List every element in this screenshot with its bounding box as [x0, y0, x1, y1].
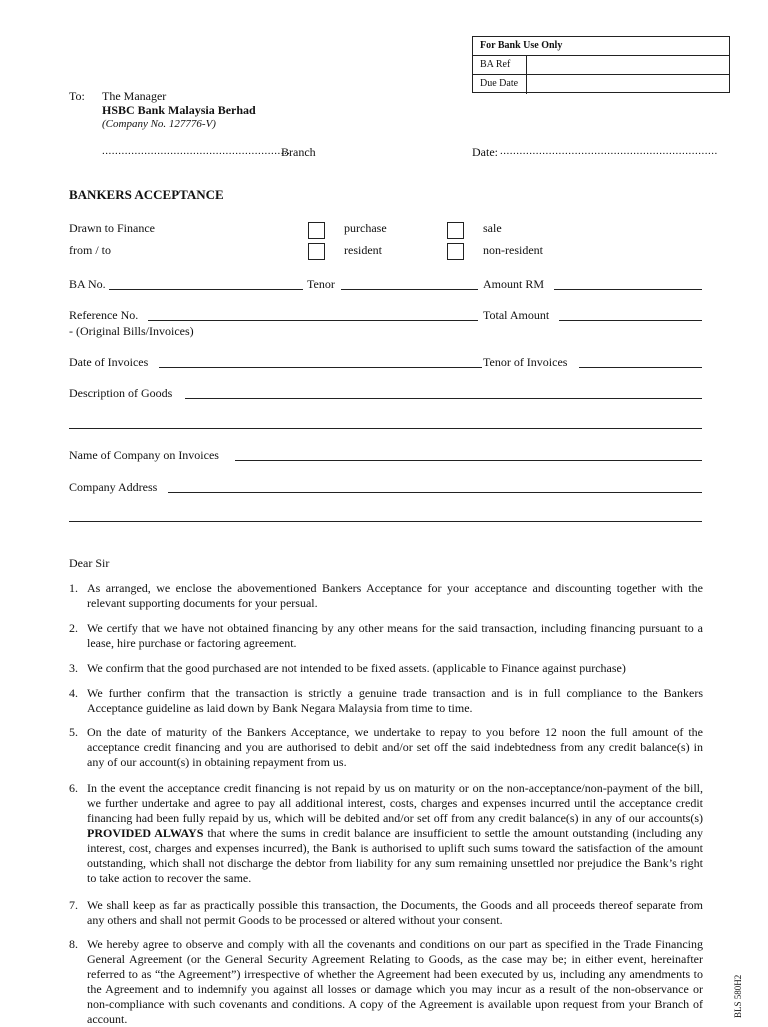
company-address-field[interactable] [168, 492, 702, 493]
clause-2 [69, 621, 703, 651]
from-to-label: from / to [69, 243, 111, 257]
non-resident-label: non-resident [483, 243, 543, 257]
sale-checkbox[interactable] [447, 222, 464, 239]
date-field[interactable]: ................................................................... [500, 145, 718, 157]
manager-label: The Manager [102, 89, 167, 103]
tenor-label: Tenor [307, 277, 335, 291]
clause-7 [69, 898, 703, 928]
clause-3-number: 3. [69, 661, 78, 675]
tenor-field[interactable] [341, 289, 478, 290]
resident-checkbox[interactable] [308, 243, 325, 260]
ba-ref-label: BA Ref [480, 59, 511, 70]
clause-6-text [87, 781, 703, 886]
tenor-of-invoices-label: Tenor of Invoices [483, 355, 568, 369]
original-bills-label: - (Original Bills/Invoices) [69, 324, 194, 338]
clause-5-text: On the date of maturity of the Bankers Acceptance, we undertake to repay to you before 12 noon the full amount of the acceptance credit financing and you are authorised to debit and/or set off the said indebtedness from any credit balance(s) in any of our account(s) in obtaining repayment from us. [87, 725, 703, 769]
date-of-invoices-field[interactable] [159, 367, 482, 368]
clause-5 [69, 725, 703, 770]
total-amount-label: Total Amount [483, 308, 550, 322]
bank-use-box [472, 36, 730, 93]
company-number: (Company No. 127776-V) [102, 118, 216, 130]
branch-label: Branch [281, 145, 316, 159]
clause-2-text: We certify that we have not obtained financing by any other means for the said transaction, including financing pursuant to a lease, hire purchase or factoring agreement. [87, 621, 703, 650]
reference-no-label: Reference No. [69, 308, 139, 322]
sale-label: sale [483, 221, 502, 235]
ba-no-label: BA No. [69, 277, 106, 291]
date-of-invoices-label: Date of Invoices [69, 355, 149, 369]
amount-rm-field[interactable] [554, 289, 702, 290]
salutation: Dear Sir [69, 556, 110, 570]
total-amount-field[interactable] [559, 320, 702, 321]
clause-8-text: We hereby agree to observe and comply with all the covenants and conditions on our part as specified in the Trade Financing General Agreement (or the General Security Agreement Relating to Goods, as the case may be; in either event, hereinafter referred to as “the Agreement”) irrespective of whether the Agreement had been executed by us, including any amendments to the Agreement and to indemnify you against all losses or damage which you may incur as a result of the non-observance or non-compliance with such covenants and conditions. A copy of the Agreement is available upon request from your Branch of account. [87, 937, 703, 1026]
clause-8 [69, 937, 703, 1027]
amount-rm-label: Amount RM [483, 277, 545, 291]
form-code: BLS 580H2 [733, 974, 743, 1018]
company-address-label: Company Address [69, 480, 158, 494]
clause-2-number: 2. [69, 621, 78, 635]
clause-4-number: 4. [69, 686, 78, 700]
company-name-field[interactable] [235, 460, 702, 461]
clause-8-number: 8. [69, 937, 78, 951]
branch-field[interactable]: .......................................................... [102, 145, 291, 157]
clause-3 [69, 661, 703, 676]
clause-6-provided-always: PROVIDED ALWAYS [87, 826, 204, 840]
clause-3-text: We confirm that the good purchased are not intended to be fixed assets. (applicable to Finance against purchase) [87, 661, 626, 675]
resident-label: resident [344, 243, 382, 257]
clause-7-number: 7. [69, 898, 78, 912]
clause-1-number: 1. [69, 581, 78, 595]
to-label: To: [69, 89, 85, 103]
clause-4 [69, 686, 703, 716]
reference-no-field[interactable] [148, 320, 478, 321]
clause-6-text-b: that where the sums in credit balance are insufficient to settle the amount outstanding (including any interest, cost, charges and expenses incurred), the Bank is authorised to uplift such sums toward the satisfaction of the amount outstanding, which shall not discharge the debtor from liability for any sum remaining unsettled nor prejudice the Bank’s right to take action to recover the same. [87, 826, 703, 885]
drawn-to-finance-label: Drawn to Finance [69, 221, 155, 235]
form-heading: BANKERS ACCEPTANCE [69, 187, 224, 202]
purchase-checkbox[interactable] [308, 222, 325, 239]
purchase-label: purchase [344, 221, 387, 235]
ba-no-field[interactable] [109, 289, 303, 290]
clause-1 [69, 581, 703, 611]
bank-name: HSBC Bank Malaysia Berhad [102, 103, 256, 117]
tenor-of-invoices-field[interactable] [579, 367, 702, 368]
company-address-field-2[interactable] [69, 521, 702, 522]
due-date-row [473, 74, 729, 94]
clause-6-text-a: In the event the acceptance credit financing is not repaid by us on maturity or on the non-acceptance/non-payment of the bill, we further undertake and agree to pay all additional interest, costs, charges and expenses incurred until the acceptance credit financing had been fully repaid by us, which will be debited and/or set off from any credit balance(s) in any of our accounts(s) [87, 781, 703, 825]
ba-ref-row [473, 55, 729, 75]
date-label: Date: [472, 145, 498, 159]
company-name-label: Name of Company on Invoices [69, 448, 219, 462]
clause-4-text: We further confirm that the transaction is strictly a genuine trade transaction and is in full compliance to the Bankers Acceptance guideline as laid down by Bank Negara Malaysia from time to time. [87, 686, 703, 715]
clause-6 [69, 781, 703, 886]
non-resident-checkbox[interactable] [447, 243, 464, 260]
clause-7-text: We shall keep as far as practically possible this transaction, the Documents, the Goods and all proceeds thereof separate from any others and shall not permit Goods to be processed or altered without your consent. [87, 898, 703, 927]
description-of-goods-field[interactable] [185, 398, 702, 399]
description-of-goods-label: Description of Goods [69, 386, 173, 400]
due-date-divider [526, 75, 527, 94]
clause-1-text: As arranged, we enclose the abovementioned Bankers Acceptance for your acceptance and discounting together with the relevant supporting documents for your persual. [87, 581, 703, 610]
ba-ref-divider [526, 56, 527, 75]
clause-6-number: 6. [69, 781, 78, 795]
description-of-goods-field-2[interactable] [69, 428, 702, 429]
due-date-label: Due Date [480, 78, 519, 89]
clause-5-number: 5. [69, 725, 78, 739]
bank-use-title: For Bank Use Only [480, 40, 563, 51]
